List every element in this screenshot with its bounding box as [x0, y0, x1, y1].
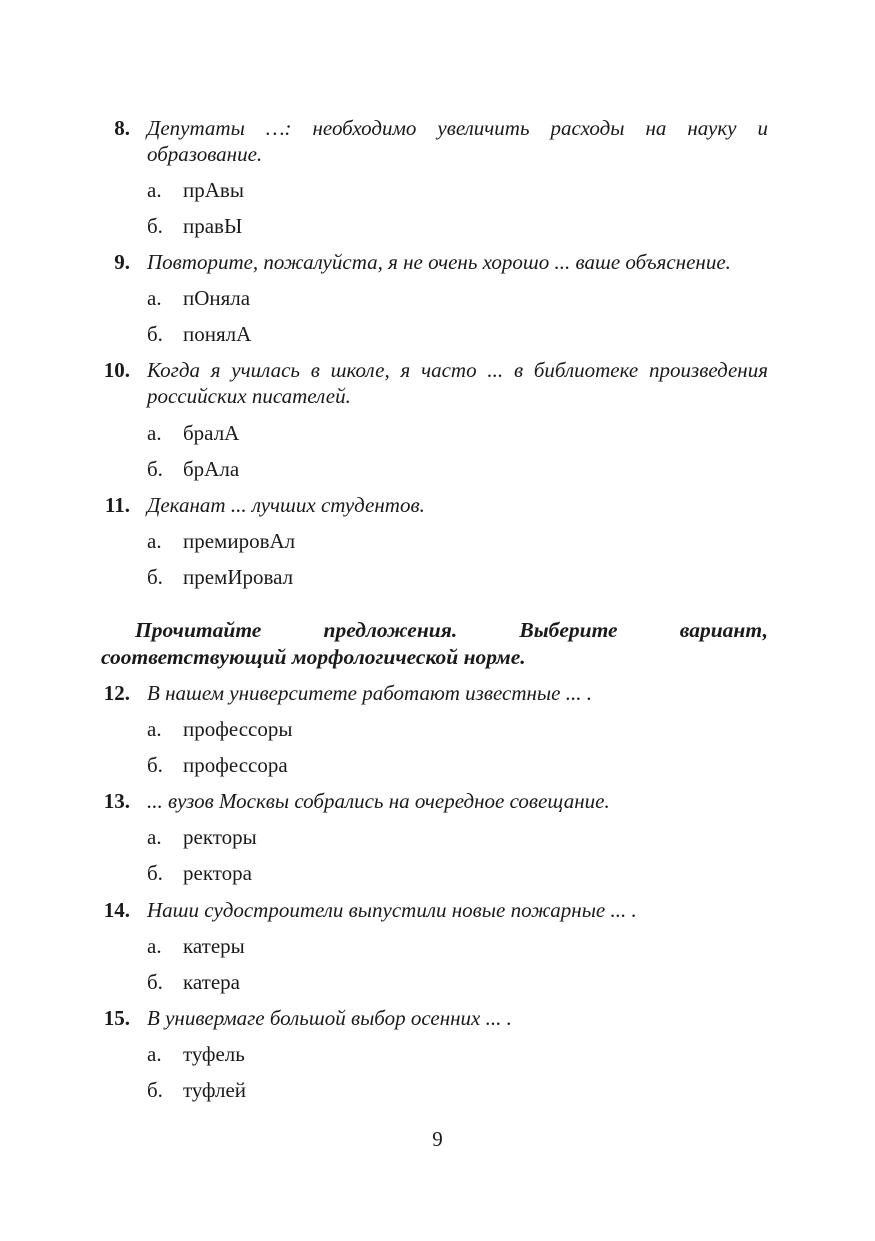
option-text: понялА: [183, 322, 252, 346]
question-text: В универмаге большой выбор осенних ... .: [147, 1006, 512, 1030]
question-text: Когда я училась в школе, я часто ... в библиотеке произведения российских писателей.: [147, 358, 768, 408]
page-number: 9: [432, 1127, 443, 1151]
option-letter: б.: [147, 565, 163, 589]
option-text: бралА: [183, 421, 240, 445]
option-text: катера: [183, 970, 240, 994]
option-text: ректоры: [183, 825, 257, 849]
question-text: Депутаты …: необходимо увеличить расходы на науку и образование.: [147, 116, 768, 166]
answer-option: [147, 177, 244, 203]
option-letter: а.: [147, 178, 162, 202]
option-text: правЫ: [183, 214, 243, 238]
answer-option: [147, 456, 239, 482]
answer-option: [147, 213, 242, 239]
answer-option: [147, 860, 252, 886]
option-text: прАвы: [183, 178, 244, 202]
option-letter: а.: [147, 529, 162, 553]
answer-option: [147, 824, 257, 850]
option-letter: а.: [147, 934, 162, 958]
question-text: ... вузов Москвы собрались на очередное совещание.: [147, 789, 610, 813]
question-text: Повторите, пожалуйста, я не очень хорошо ... ваше объяснение.: [147, 250, 731, 274]
answer-option: [147, 285, 250, 311]
answer-option: [147, 420, 239, 446]
answer-option: [147, 321, 251, 347]
question-text: Деканат ... лучших студентов.: [147, 493, 425, 517]
answer-option: [147, 716, 292, 742]
answer-option: [147, 933, 245, 959]
question-number: 10.: [103, 358, 130, 382]
answer-option: [147, 564, 293, 590]
question-number: 15.: [103, 1006, 130, 1030]
option-letter: б.: [147, 214, 163, 238]
answer-option: [147, 1077, 246, 1103]
answer-option: [147, 752, 288, 778]
option-text: брАла: [183, 457, 240, 481]
option-letter: б.: [147, 753, 163, 777]
option-text: катеры: [183, 934, 245, 958]
option-letter: а.: [147, 825, 162, 849]
question-number: 8.: [114, 116, 130, 140]
answer-option: [147, 969, 240, 995]
question-number: 12.: [103, 681, 130, 705]
option-letter: а.: [147, 286, 162, 310]
option-letter: б.: [147, 1078, 163, 1102]
option-text: туфлей: [183, 1078, 246, 1102]
question-number: 14.: [103, 898, 130, 922]
question-text: Наши судостроители выпустили новые пожарные ... .: [147, 898, 637, 922]
question-number: 11.: [104, 493, 130, 517]
answer-option: [147, 1041, 245, 1067]
option-letter: б.: [147, 457, 163, 481]
option-text: профессора: [183, 753, 288, 777]
option-text: пОняла: [183, 286, 251, 310]
option-text: ректора: [183, 861, 252, 885]
question-number: 9.: [114, 250, 130, 274]
answer-option: [147, 528, 295, 554]
section-instruction: [101, 617, 768, 671]
instruction-text: Прочитайте предложения. Выберите вариант, соответствующий морфологической норме.: [101, 618, 768, 669]
question-text: В нашем университете работают известные ... .: [147, 681, 592, 705]
option-letter: б.: [147, 322, 163, 346]
option-letter: а.: [147, 717, 162, 741]
option-letter: а.: [147, 421, 162, 445]
option-text: премировАл: [183, 529, 296, 553]
option-text: премИровал: [183, 565, 294, 589]
option-letter: б.: [147, 970, 163, 994]
question-number: 13.: [103, 789, 130, 813]
option-text: туфель: [183, 1042, 245, 1066]
option-letter: б.: [147, 861, 163, 885]
option-letter: а.: [147, 1042, 162, 1066]
option-text: профессоры: [183, 717, 293, 741]
